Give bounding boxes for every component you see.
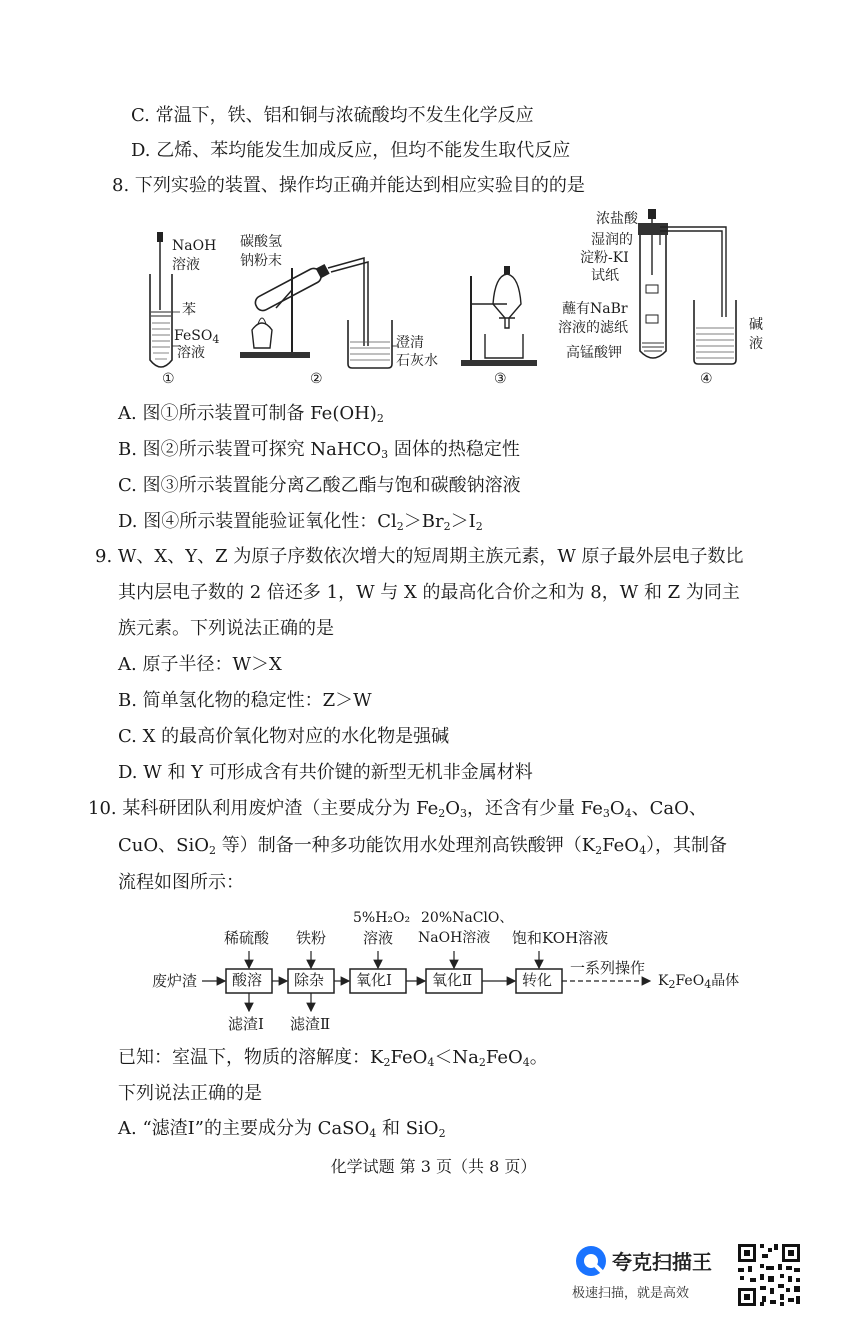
reagent-naclo-2: NaOH溶液 xyxy=(418,930,491,946)
label-benzene: 苯 xyxy=(182,302,196,318)
flow-step-oxidation-1: 氧化Ⅰ xyxy=(356,971,392,989)
reagent-dilute-h2so4: 稀硫酸 xyxy=(224,929,270,947)
q10-flowchart xyxy=(150,905,790,1040)
q8-figure-3 xyxy=(455,262,545,374)
q10-known: 已知：室温下，物质的溶解度：$K_2FeO_4<Na_2FeO_4$。 xyxy=(118,1047,548,1069)
separatory-funnel-diagram xyxy=(455,262,545,374)
reagent-naclo-1: 20%NaClO、 xyxy=(421,910,514,926)
q8-option-d: D. 图④所示装置能验证氧化性：$Cl_2>Br_2>I_2$ xyxy=(118,511,483,533)
flow-input: 废炉渣 xyxy=(152,972,198,990)
q9-option-b: B. 简单氢化物的稳定性：Z＞W xyxy=(118,690,372,711)
flow-series-ops: 一系列操作 xyxy=(570,959,646,977)
figure-number-3: ③ xyxy=(494,371,507,387)
q8-figure-4-beaker xyxy=(690,298,740,366)
page-footer: 化学试题 第 3 页（共 8 页） xyxy=(330,1157,537,1176)
q10-stem-line-3: 流程如图所示： xyxy=(118,872,244,893)
label-ki-paper-1: 湿润的 xyxy=(591,232,633,248)
scanner-logo-icon xyxy=(574,1244,608,1278)
label-limewater-1: 澄清 xyxy=(396,335,424,351)
label-conc-hcl: 浓盐酸 xyxy=(596,211,638,227)
residue-1: 滤渣Ⅰ xyxy=(228,1015,264,1033)
label-ki-paper-3: 试纸 xyxy=(591,268,619,284)
alkali-beaker-diagram xyxy=(690,298,740,366)
q9-option-c: C. X 的最高价氧化物对应的水化物是强碱 xyxy=(118,726,450,747)
label-nabr-paper-2: 溶液的滤纸 xyxy=(558,320,628,336)
q8-option-c: C. 图③所示装置能分离乙酸乙酯与饱和碳酸钠溶液 xyxy=(118,475,521,496)
label-limewater-2: 石灰水 xyxy=(396,353,438,369)
q9-stem-line-1: 9. W、X、Y、Z 为原子序数依次增大的短周期主族元素，W 原子最外层电子数比 xyxy=(95,546,744,567)
q10-stem-line-2: CuO、SiO$_2$ 等）制备一种多功能饮用水处理剂高铁酸钾$(K_2FeO_4)$，其制备 xyxy=(118,835,728,857)
q8-option-a: A. 图①所示装置可制备 $Fe(OH)_2$ xyxy=(118,403,384,425)
flow-step-acid-dissolve: 酸溶 xyxy=(232,971,263,989)
q9-option-d: D. W 和 Y 可形成含有共价键的新型无机非金属材料 xyxy=(118,762,533,783)
q9-stem-line-2: 其内层电子数的 2 倍还多 1，W 与 X 的最高化合价之和为 8，W 和 Z 为同主 xyxy=(118,582,740,603)
label-nabr-paper-1: 蘸有NaBr xyxy=(562,301,628,317)
label-nahco3-powder-1: 碳酸氢 xyxy=(240,234,282,250)
label-alkali-2: 液 xyxy=(749,336,763,352)
label-nahco3-powder-2: 钠粉末 xyxy=(240,253,282,269)
label-naoh-solution: 溶液 xyxy=(172,257,200,273)
flow-step-oxidation-2: 氧化Ⅱ xyxy=(432,971,473,989)
label-naoh: NaOH xyxy=(172,238,217,254)
q7-option-d: D. 乙烯、苯均能发生加成反应，但均不能发生取代反应 xyxy=(131,140,571,161)
figure-number-1: ① xyxy=(162,371,175,387)
q9-option-a: A. 原子半径：W＞X xyxy=(118,654,282,675)
qr-code-icon xyxy=(736,1242,802,1308)
reagent-iron-powder: 铁粉 xyxy=(296,929,327,947)
flow-step-conversion: 转化 xyxy=(522,971,553,989)
q7-option-c: C. 常温下，铁、铝和铜与浓硫酸均不发生化学反应 xyxy=(131,105,534,126)
scanner-slogan: 极速扫描，就是高效 xyxy=(572,1286,690,1301)
figure-number-4: ④ xyxy=(700,371,713,387)
q9-stem-line-3: 族元素。下列说法正确的是 xyxy=(118,618,334,639)
label-kmno4: 高锰酸钾 xyxy=(566,345,622,361)
scanner-watermark xyxy=(572,1244,732,1304)
q8-stem: 8. 下列实验的装置、操作均正确并能达到相应实验目的的是 xyxy=(112,175,585,196)
q10-stem-line-1: 10. 某科研团队利用废炉渣（主要成分为 $Fe_2O_3$，还含有少量 $Fe_3O_4$、CaO、 xyxy=(88,798,707,820)
label-alkali-1: 碱 xyxy=(749,317,763,333)
label-ki-paper-2: 淀粉-KI xyxy=(580,250,629,266)
reagent-koh: 饱和KOH溶液 xyxy=(512,929,609,947)
figure-number-2: ② xyxy=(310,371,323,387)
label-feso4: FeSO$_4$ xyxy=(174,328,220,346)
qr-code xyxy=(736,1242,802,1312)
reagent-h2o2-2: 溶液 xyxy=(363,929,394,947)
q8-option-b: B. 图②所示装置可探究 NaHCO$_3$ 固体的热稳定性 xyxy=(118,439,520,461)
scanner-title: 夸克扫描王 xyxy=(612,1250,712,1274)
q10-ask: 下列说法正确的是 xyxy=(118,1083,262,1104)
flow-product: $K_2FeO_4$晶体 xyxy=(658,973,740,991)
reagent-h2o2-1: 5%H₂O₂ xyxy=(353,910,411,926)
q10-option-a: A. “滤渣Ⅰ”的主要成分为 CaSO$_4$ 和 SiO$_2$ xyxy=(118,1118,446,1140)
residue-2: 滤渣Ⅱ xyxy=(290,1015,331,1033)
label-feso4-solution: 溶液 xyxy=(177,345,205,361)
flow-step-remove-impurity: 除杂 xyxy=(294,971,325,989)
